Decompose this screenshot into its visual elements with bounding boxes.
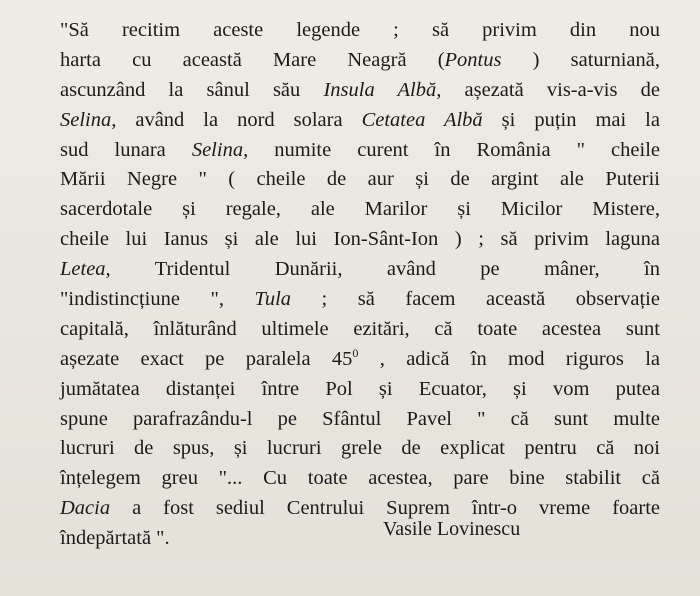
text-segment: Tridentul Dunării, având pe mâner, în xyxy=(110,258,660,281)
quote-paragraph xyxy=(60,16,660,554)
text-line xyxy=(60,76,660,106)
italic-term: Selina, xyxy=(60,108,117,131)
text-line xyxy=(60,16,660,46)
text-segment: ) saturniană, xyxy=(501,48,660,71)
text-segment: cheile lui Ianus și ale lui Ion-Sânt-Ion ) ; să privim laguna xyxy=(60,228,660,251)
text-segment: capitală, înlăturând ultimele ezitări, că toate acestea sunt xyxy=(60,317,660,340)
text-segment: harta cu această Mare Neagră ( xyxy=(60,48,445,71)
text-line xyxy=(60,315,660,345)
italic-term: Letea, xyxy=(60,258,111,281)
text-line xyxy=(60,464,660,494)
text-segment: ; să facem această observație xyxy=(291,288,660,311)
text-line xyxy=(60,285,660,315)
text-segment: înțelegem greu "... Cu toate acestea, pare bine stabilit că xyxy=(60,467,660,490)
text-line xyxy=(60,46,660,76)
text-line xyxy=(60,494,660,524)
text-segment: îndepărtată ". xyxy=(60,527,170,550)
text-segment: , adică în mod riguros la xyxy=(358,347,660,370)
text-segment: spune parafrazându-l pe Sfântul Pavel " că sunt multe xyxy=(60,407,660,430)
italic-term: Tula xyxy=(254,288,292,311)
text-segment: așezată vis-a-vis de xyxy=(441,78,660,101)
text-line xyxy=(60,195,660,225)
text-line xyxy=(60,136,660,166)
italic-term: Dacia xyxy=(60,497,111,520)
text-segment: sacerdotale și regale, ale Marilor și Micilor Mistere, xyxy=(60,198,660,221)
text-segment: având la nord solara xyxy=(116,108,362,131)
text-segment: sud lunara xyxy=(60,138,192,161)
italic-term: Cetatea Albă xyxy=(361,108,483,131)
text-line xyxy=(60,345,660,375)
text-segment: a fost sediul Centrului Suprem într-o vreme foarte xyxy=(110,497,660,520)
text-segment: așezate exact pe paralela 45 xyxy=(60,347,353,370)
text-segment: lucruri de spus, și lucruri grele de explicat pentru că noi xyxy=(60,437,660,460)
text-segment: "Să recitim aceste legende ; să privim din nou xyxy=(60,19,660,41)
text-segment: jumătatea distanței între Pol și Ecuator, și vom putea xyxy=(60,377,660,400)
text-line xyxy=(60,524,660,554)
text-line xyxy=(60,434,660,464)
italic-term: Pontus xyxy=(444,48,502,71)
text-line xyxy=(60,225,660,255)
text-segment: "indistincțiune ", xyxy=(60,288,255,311)
text-segment: și puțin mai la xyxy=(482,108,660,131)
italic-term: Selina, xyxy=(191,138,249,161)
author-signature: Vasile Lovinescu xyxy=(383,518,521,540)
text-line xyxy=(60,165,660,195)
text-segment: numite curent în România " cheile xyxy=(248,138,660,161)
text-segment: ascunzând la sânul său xyxy=(60,78,324,101)
text-line xyxy=(60,405,660,435)
italic-term: Insula Albă, xyxy=(323,78,442,101)
text-line xyxy=(60,106,660,136)
text-line xyxy=(60,375,660,405)
superscript: 0 xyxy=(352,345,359,360)
text-line xyxy=(60,255,660,285)
text-segment: Mării Negre " ( cheile de aur și de argint ale Puterii xyxy=(60,168,660,191)
